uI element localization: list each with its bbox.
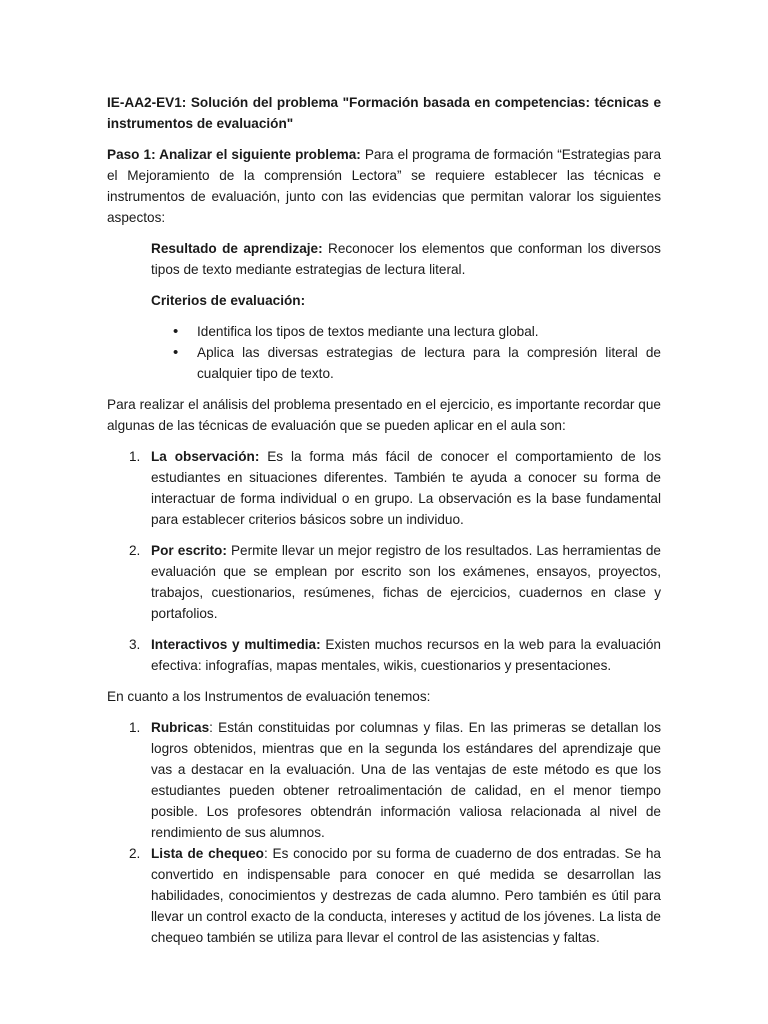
instruments-list — [107, 717, 661, 948]
list-number: 1. — [129, 720, 141, 735]
learning-result-text: Reconocer los elementos que conforman los diversos tipos de texto mediante estrategias de lectura literal. — [151, 241, 661, 277]
list-item — [107, 843, 661, 948]
list-item — [107, 540, 661, 624]
technique-label: La observación: — [151, 449, 260, 464]
technique-label: Por escrito: — [151, 543, 227, 558]
list-item — [107, 446, 661, 530]
technique-text: Permite llevar un mejor registro de los resultados. Las herramientas de evaluación que se emplean por escrito son los exámenes, ensayos, proyectos, trabajos, cuestionarios, resúmenes, fichas de ejercicios, cuadernos en clase y portafolios. — [151, 543, 661, 621]
list-number: 2. — [129, 543, 141, 558]
document-title: IE-AA2-EV1: Solución del problema "Formación basada en competencias: técnicas e instrumentos de evaluación" — [107, 95, 661, 131]
list-number: 2. — [129, 846, 141, 861]
learning-result-label: Resultado de aprendizaje: — [151, 241, 323, 256]
techniques-list — [107, 446, 661, 676]
technique-text: Existen muchos recursos en la web para la evaluación efectiva: infografías, mapas mentales, wikis, cuestionarios y presentaciones. — [151, 637, 661, 673]
list-number: 1. — [129, 449, 141, 464]
step1-paragraph — [107, 144, 661, 228]
criteria-list — [151, 321, 661, 384]
instrument-text: : Están constituidas por columnas y filas. En las primeras se detallan los logros obtenidos, mientras que en la segunda los estándares del aprendizaje que vas a destacar en la evaluación. Una de las ventajas de este método es que los estudiantes pueden obtener retroalimentación de calidad, en el menor tiempo posible. Los profesores obtendrán información valiosa relacionada al nivel de rendimiento de sus alumnos. — [151, 720, 661, 840]
list-item — [107, 717, 661, 843]
techniques-intro: Para realizar el análisis del problema presentado en el ejercicio, es importante recordar que algunas de las técnicas de evaluación que se pueden aplicar en el aula son: — [107, 397, 661, 433]
list-item: • Aplica las diversas estrategias de lectura para la compresión literal de cualquier tipo de texto. — [151, 342, 661, 384]
list-item — [107, 634, 661, 676]
list-item: • Identifica los tipos de textos mediante una lectura global. — [151, 321, 661, 342]
instrument-label: Rubricas — [151, 720, 210, 735]
criteria-heading: Criterios de evaluación: — [151, 293, 306, 308]
learning-result-paragraph — [151, 238, 661, 280]
technique-text: Es la forma más fácil de conocer el comportamiento de los estudiantes en situaciones diferentes. También te ayuda a conocer su forma de interactuar de forma individual o en grupo. La observación es la base fundamental para establecer criterios básicos sobre un individuo. — [151, 449, 661, 527]
instrument-label: Lista de chequeo — [151, 846, 264, 861]
step1-label: Paso 1: Analizar el siguiente problema: — [107, 147, 361, 162]
instrument-text: : Es conocido por su forma de cuaderno de dos entradas. Se ha convertido en indispensable para conocer en qué medida se desarrollan las habilidades, conocimientos y destrezas de cada alumno. Pero también es útil para llevar un control exacto de la conducta, intereses y actitud de los jóvenes. La lista de chequeo también se utiliza para llevar el control de las asistencias y faltas. — [151, 846, 661, 945]
technique-label: Interactivos y multimedia: — [151, 637, 321, 652]
list-number: 3. — [129, 637, 141, 652]
instruments-intro: En cuanto a los Instrumentos de evaluación tenemos: — [107, 689, 431, 704]
step1-text: Para el programa de formación “Estrategias para el Mejoramiento de la comprensión Lectora” se requiere establecer las técnicas e instrumentos de evaluación, junto con las evidencias que permitan valorar los siguientes aspectos: — [107, 147, 662, 225]
